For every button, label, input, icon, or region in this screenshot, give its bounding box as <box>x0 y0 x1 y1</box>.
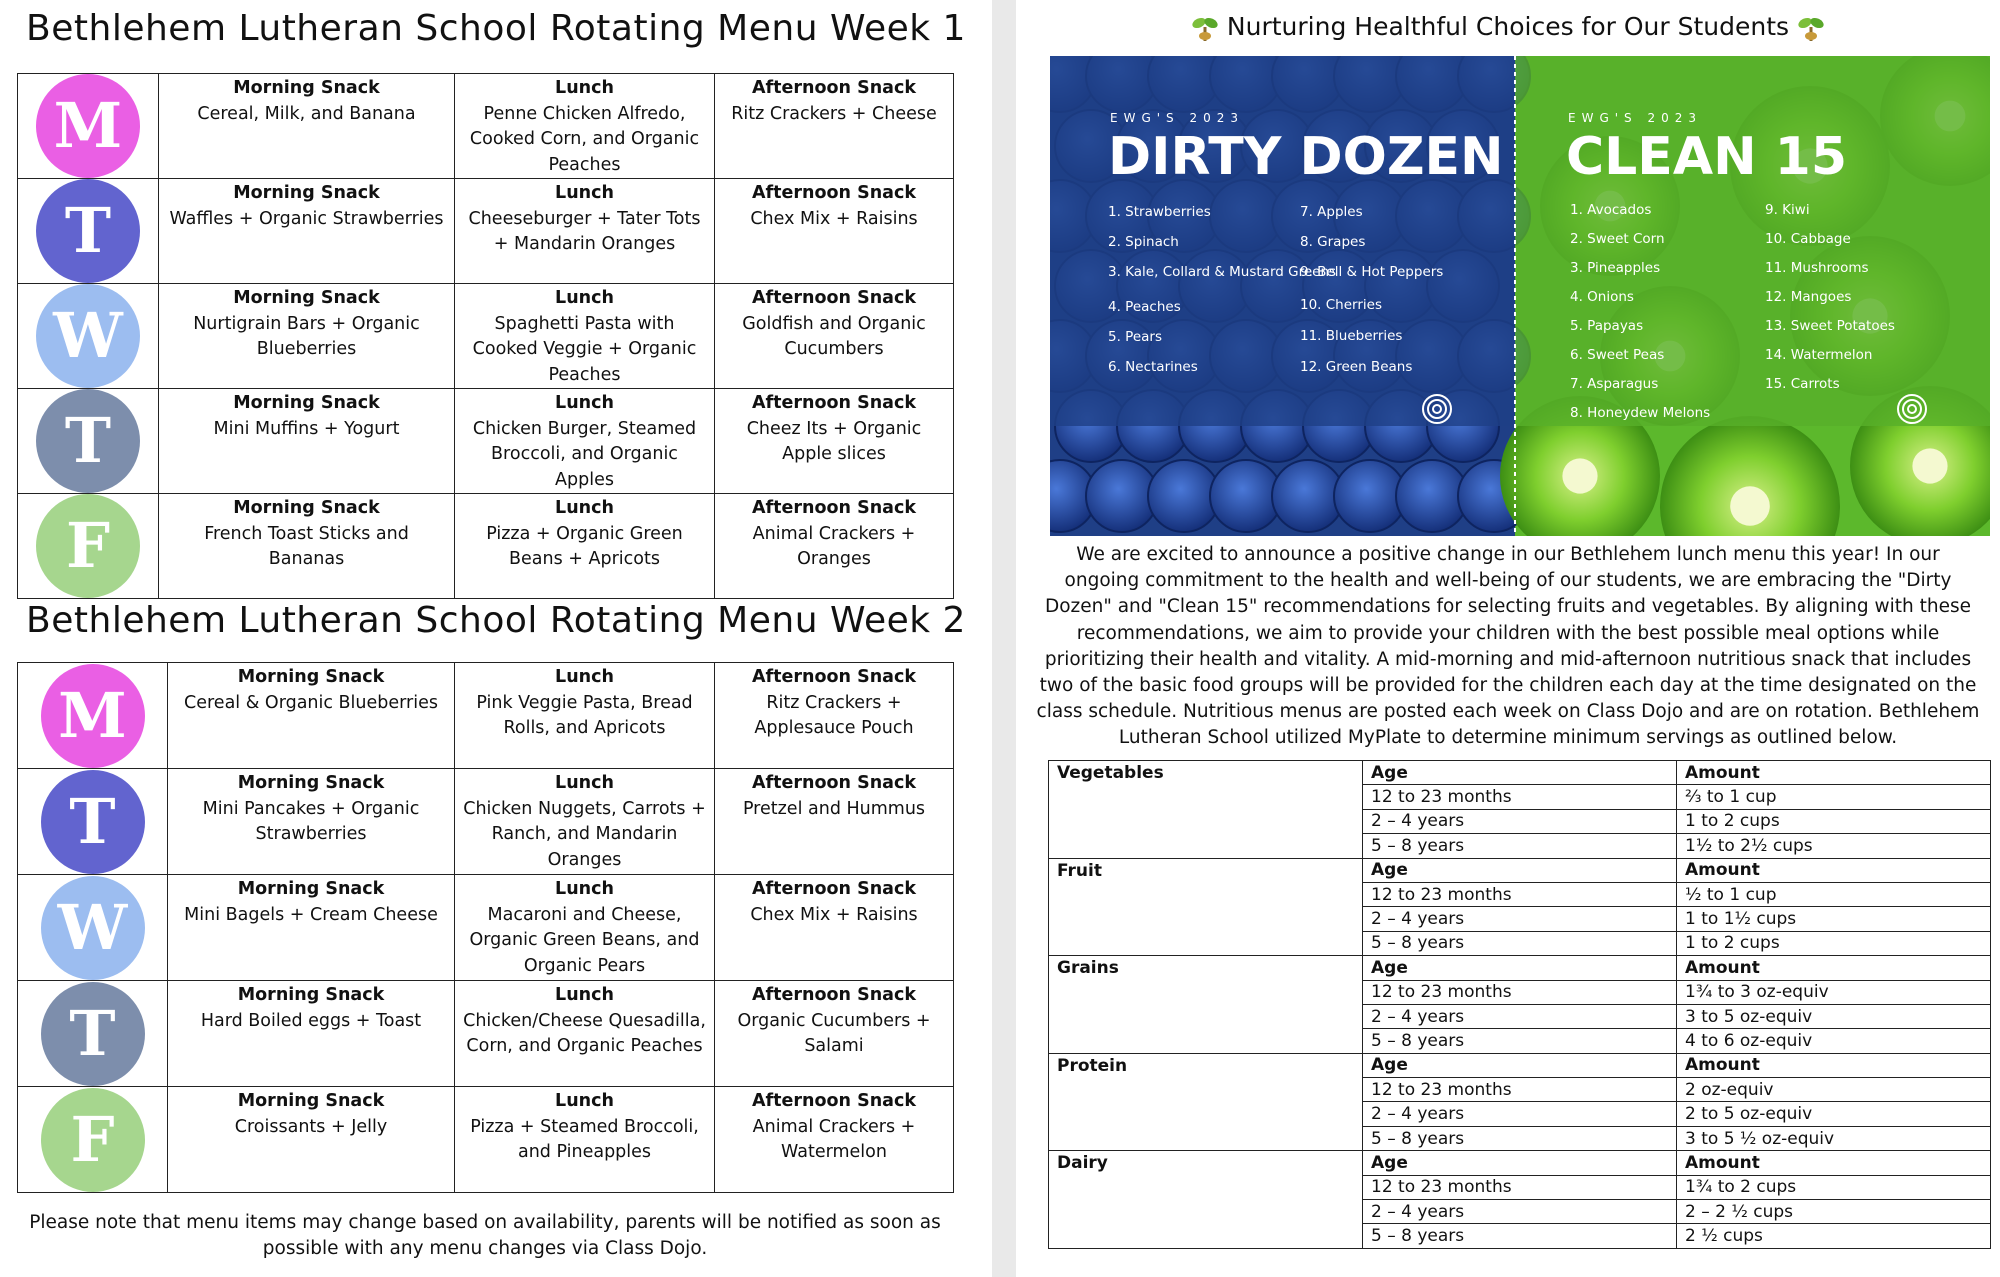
menu-row <box>18 1087 954 1193</box>
day-letter-circle: W <box>36 284 140 388</box>
lunch-cell <box>455 494 715 599</box>
clean-item: 11. Mushrooms <box>1765 260 1869 276</box>
morning-item: Waffles + Organic Strawberries <box>169 208 444 229</box>
serving-row <box>1049 809 1991 833</box>
morning-heading: Morning Snack <box>237 879 385 899</box>
week2-menu-table <box>17 662 954 1193</box>
food-group-name: Vegetables <box>1049 761 1363 785</box>
dirty-item: 9. Bell & Hot Peppers <box>1300 264 1444 280</box>
clean-item: 5. Papayas <box>1570 318 1644 334</box>
afternoon-item: Cheez Its + Organic Apple slices <box>746 418 922 464</box>
week2-title: Bethlehem Lutheran School Rotating Menu Week 2 <box>26 600 966 641</box>
kiwi-core-shape <box>1912 448 1947 483</box>
serving-row <box>1049 834 1991 858</box>
morning-cell <box>168 769 455 875</box>
morning-heading: Morning Snack <box>237 667 385 687</box>
amount-value: 1 to 2 cups <box>1677 809 1991 833</box>
menu-row <box>18 981 954 1087</box>
lunch-item: Cheeseburger + Tater Tots + Mandarin Oranges <box>468 208 701 254</box>
menu-row <box>18 875 954 981</box>
morning-cell <box>159 74 455 179</box>
afternoon-heading: Afternoon Snack <box>752 667 916 687</box>
food-group-header-row <box>1049 761 1991 785</box>
food-group-name: Grains <box>1049 956 1363 980</box>
age-header: Age <box>1363 1053 1677 1077</box>
morning-heading: Morning Snack <box>233 498 380 518</box>
clean-item: 7. Asparagus <box>1570 376 1659 392</box>
day-letter-circle: T <box>41 770 145 874</box>
lunch-cell <box>455 179 715 284</box>
morning-heading: Morning Snack <box>237 985 385 1005</box>
serving-row <box>1049 1102 1991 1126</box>
day-letter-circle: M <box>36 74 140 178</box>
lunch-cell <box>455 769 715 875</box>
menu-row <box>18 179 954 284</box>
blank-cell <box>1049 1175 1363 1199</box>
age-value: 2 – 4 years <box>1363 1200 1677 1224</box>
menu-change-note: Please note that menu items may change based on availability, parents will be notified as soon as possible with any menu changes via Class Dojo. <box>29 1212 941 1259</box>
lunch-cell <box>455 1087 715 1193</box>
age-value: 5 – 8 years <box>1363 1224 1677 1248</box>
lunch-item: Chicken/Cheese Quesadilla, Corn, and Organic Peaches <box>463 1010 706 1056</box>
age-value: 12 to 23 months <box>1363 980 1677 1004</box>
serving-row <box>1049 1200 1991 1224</box>
nutrition-page <box>1016 0 2000 1277</box>
serving-row <box>1049 1029 1991 1053</box>
lunch-item: Spaghetti Pasta with Cooked Veggie + Organic Peaches <box>472 313 697 385</box>
afternoon-cell <box>715 981 954 1087</box>
age-value: 12 to 23 months <box>1363 1078 1677 1102</box>
week1-title: Bethlehem Lutheran School Rotating Menu Week 1 <box>26 8 966 49</box>
morning-cell <box>168 981 455 1087</box>
dirty-item: 10. Cherries <box>1300 297 1383 313</box>
afternoon-heading: Afternoon Snack <box>752 78 916 98</box>
blank-cell <box>1049 809 1363 833</box>
morning-item: Croissants + Jelly <box>234 1116 388 1137</box>
menu-row <box>18 74 954 179</box>
nutrition-title <box>1016 12 2000 42</box>
dirty-item: 11. Blueberries <box>1300 328 1403 344</box>
lunch-item: Chicken Burger, Steamed Broccoli, and Organic Apples <box>472 418 697 490</box>
food-group-name: Dairy <box>1049 1151 1363 1175</box>
morning-heading: Morning Snack <box>233 288 380 308</box>
food-group-name: Protein <box>1049 1053 1363 1077</box>
lunch-heading: Lunch <box>555 183 614 203</box>
clean-heading: CLEAN 15 <box>1566 127 1848 187</box>
nutrition-title-text: Nurturing Healthful Choices for Our Students <box>1226 12 1790 41</box>
morning-heading: Morning Snack <box>233 183 380 203</box>
amount-value: 1½ to 2½ cups <box>1677 834 1991 858</box>
clean-item: 8. Honeydew Melons <box>1570 405 1711 421</box>
lunch-heading: Lunch <box>555 667 614 687</box>
afternoon-cell <box>715 1087 954 1193</box>
lunch-heading: Lunch <box>555 288 614 308</box>
lunch-item: Macaroni and Cheese, Organic Green Beans, and Organic Pears <box>469 904 700 976</box>
age-value: 5 – 8 years <box>1363 931 1677 955</box>
dirty-item: 1. Strawberries <box>1108 204 1211 220</box>
afternoon-cell <box>715 663 954 769</box>
serving-row <box>1049 1004 1991 1028</box>
dirty-item: 5. Pears <box>1108 329 1162 345</box>
intro-paragraph: We are excited to announce a positive change in our Bethlehem lunch menu this year! In our ongoing commitment to the health and well-being of our students, we are embracing the "Dirty Dozen" and "Clean 15" recommendations for selecting fruits and vegetables. By aligning with these recommendations, we aim to provide your children with the best possible meal options while prioritizing their health and vitality. A mid-morning and mid-afternoon nutritious snack that includes two of the basic food groups will be provided for the children each day at the time designated on the class schedule. Nutritious menus are posted each week on Class Dojo and are on rotation. Bethlehem Lutheran School utilized MyPlate to determine minimum servings as outlined below. <box>1036 544 1980 749</box>
amount-value: 3 to 5 oz-equiv <box>1677 1004 1991 1028</box>
morning-cell <box>168 1087 455 1193</box>
blank-cell <box>1049 1102 1363 1126</box>
afternoon-cell <box>715 389 954 494</box>
serving-row <box>1049 1078 1991 1102</box>
afternoon-heading: Afternoon Snack <box>752 183 916 203</box>
age-value: 12 to 23 months <box>1363 785 1677 809</box>
lunch-cell <box>455 875 715 981</box>
food-group-header-row <box>1049 858 1991 882</box>
lunch-cell <box>455 981 715 1087</box>
morning-cell <box>159 284 455 389</box>
dirty-kicker: EWG'S 2023 <box>1110 111 1245 125</box>
blank-cell <box>1049 1126 1363 1150</box>
amount-value: 3 to 5 ½ oz-equiv <box>1677 1126 1991 1150</box>
food-group-header-row <box>1049 1053 1991 1077</box>
afternoon-heading: Afternoon Snack <box>752 288 916 308</box>
afternoon-item: Ritz Crackers + Cheese <box>731 103 937 124</box>
age-header: Age <box>1363 761 1677 785</box>
day-cell <box>18 875 168 981</box>
amount-value: 2 ½ cups <box>1677 1224 1991 1248</box>
morning-item: Mini Muffins + Yogurt <box>213 418 400 439</box>
kiwi-core-shape <box>1730 486 1770 526</box>
menu-row <box>18 389 954 494</box>
day-cell <box>18 179 159 284</box>
day-cell <box>18 284 159 389</box>
afternoon-heading: Afternoon Snack <box>752 985 916 1005</box>
morning-heading: Morning Snack <box>237 1091 385 1111</box>
morning-item: Mini Bagels + Cream Cheese <box>184 904 438 925</box>
serving-row <box>1049 785 1991 809</box>
blank-cell <box>1049 931 1363 955</box>
afternoon-item: Animal Crackers + Oranges <box>752 523 916 569</box>
afternoon-heading: Afternoon Snack <box>752 1091 916 1111</box>
day-cell <box>18 769 168 875</box>
day-letter-circle: T <box>36 179 140 283</box>
lunch-heading: Lunch <box>555 393 614 413</box>
myplate-servings-table <box>1048 760 1991 1249</box>
afternoon-cell <box>715 74 954 179</box>
afternoon-item: Organic Cucumbers + Salami <box>737 1010 931 1056</box>
week1-menu-table <box>17 73 954 599</box>
age-value: 5 – 8 years <box>1363 834 1677 858</box>
morning-cell <box>159 179 455 284</box>
amount-header: Amount <box>1677 1053 1991 1077</box>
day-cell <box>18 389 159 494</box>
lunch-item: Pizza + Organic Green Beans + Apricots <box>486 523 683 569</box>
amount-value: 2 oz-equiv <box>1677 1078 1991 1102</box>
lunch-heading: Lunch <box>555 773 614 793</box>
morning-item: Cereal, Milk, and Banana <box>197 103 416 124</box>
afternoon-item: Chex Mix + Raisins <box>750 208 918 229</box>
menu-row <box>18 494 954 599</box>
amount-header: Amount <box>1677 956 1991 980</box>
morning-cell <box>168 875 455 981</box>
morning-item: Cereal & Organic Blueberries <box>184 692 438 713</box>
clean-item: 9. Kiwi <box>1765 202 1810 218</box>
dirty-item: 8. Grapes <box>1300 234 1366 250</box>
age-value: 12 to 23 months <box>1363 1175 1677 1199</box>
morning-item: Nurtigrain Bars + Organic Blueberries <box>193 313 420 359</box>
serving-row <box>1049 1126 1991 1150</box>
age-value: 2 – 4 years <box>1363 1102 1677 1126</box>
clean-item: 4. Onions <box>1570 289 1634 305</box>
menu-page <box>0 0 992 1277</box>
lunch-cell <box>455 74 715 179</box>
dirty-item: 4. Peaches <box>1108 299 1181 315</box>
age-header: Age <box>1363 858 1677 882</box>
amount-value: 4 to 6 oz-equiv <box>1677 1029 1991 1053</box>
morning-heading: Morning Snack <box>237 773 385 793</box>
sprout-icon <box>1797 14 1825 42</box>
day-letter-circle: F <box>41 1088 145 1192</box>
lunch-heading: Lunch <box>555 879 614 899</box>
blank-cell <box>1049 1029 1363 1053</box>
morning-heading: Morning Snack <box>233 393 380 413</box>
afternoon-heading: Afternoon Snack <box>752 773 916 793</box>
age-header: Age <box>1363 956 1677 980</box>
clean-item: 13. Sweet Potatoes <box>1765 318 1895 334</box>
blank-cell <box>1049 907 1363 931</box>
menu-row <box>18 284 954 389</box>
kiwi-core-shape <box>1562 458 1597 493</box>
afternoon-cell <box>715 875 954 981</box>
afternoon-item: Goldfish and Organic Cucumbers <box>742 313 926 359</box>
morning-cell <box>159 494 455 599</box>
morning-cell <box>159 389 455 494</box>
lunch-cell <box>455 389 715 494</box>
serving-row <box>1049 1224 1991 1248</box>
day-cell <box>18 663 168 769</box>
serving-row <box>1049 1175 1991 1199</box>
lunch-item: Pizza + Steamed Broccoli, and Pineapples <box>470 1116 699 1162</box>
clean-item: 15. Carrots <box>1765 376 1840 392</box>
lunch-cell <box>455 663 715 769</box>
serving-row <box>1049 907 1991 931</box>
clean-item: 3. Pineapples <box>1570 260 1661 276</box>
day-letter-circle: W <box>41 876 145 980</box>
morning-cell <box>168 663 455 769</box>
age-value: 5 – 8 years <box>1363 1029 1677 1053</box>
morning-item: Hard Boiled eggs + Toast <box>200 1010 422 1031</box>
serving-row <box>1049 931 1991 955</box>
lunch-item: Chicken Nuggets, Carrots + Ranch, and Mandarin Oranges <box>463 798 706 870</box>
serving-row <box>1049 882 1991 906</box>
amount-header: Amount <box>1677 761 1991 785</box>
morning-item: French Toast Sticks and Bananas <box>204 523 409 569</box>
amount-header: Amount <box>1677 858 1991 882</box>
food-group-header-row <box>1049 1151 1991 1175</box>
afternoon-item: Ritz Crackers + Applesauce Pouch <box>754 692 914 738</box>
dirty-item: 12. Green Beans <box>1300 359 1413 375</box>
amount-value: ½ to 1 cup <box>1677 882 1991 906</box>
afternoon-cell <box>715 179 954 284</box>
clean-item: 10. Cabbage <box>1765 231 1851 247</box>
dirty-item: 2. Spinach <box>1108 234 1179 250</box>
clean-item: 12. Mangoes <box>1765 289 1852 305</box>
amount-value: 2 to 5 oz-equiv <box>1677 1102 1991 1126</box>
age-header: Age <box>1363 1151 1677 1175</box>
food-group-header-row <box>1049 956 1991 980</box>
amount-value: 1 to 2 cups <box>1677 931 1991 955</box>
afternoon-cell <box>715 494 954 599</box>
lunch-heading: Lunch <box>555 498 614 518</box>
clean-item: 6. Sweet Peas <box>1570 347 1665 363</box>
blank-cell <box>1049 1004 1363 1028</box>
amount-value: ⅔ to 1 cup <box>1677 785 1991 809</box>
age-value: 2 – 4 years <box>1363 907 1677 931</box>
lunch-item: Pink Veggie Pasta, Bread Rolls, and Apricots <box>476 692 693 738</box>
dirty-item: 7. Apples <box>1300 204 1363 220</box>
blank-cell <box>1049 1200 1363 1224</box>
menu-row <box>18 769 954 875</box>
clean-item: 1. Avocados <box>1570 202 1652 218</box>
clean-kicker: EWG'S 2023 <box>1568 111 1703 125</box>
blank-cell <box>1049 1224 1363 1248</box>
afternoon-heading: Afternoon Snack <box>752 393 916 413</box>
amount-value: 2 – 2 ½ cups <box>1677 1200 1991 1224</box>
food-group-name: Fruit <box>1049 858 1363 882</box>
blank-cell <box>1049 834 1363 858</box>
dirty-item: 3. Kale, Collard & Mustard Greens <box>1108 264 1337 280</box>
age-value: 2 – 4 years <box>1363 809 1677 833</box>
afternoon-item: Pretzel and Hummus <box>742 798 926 819</box>
amount-value: 1 to 1½ cups <box>1677 907 1991 931</box>
afternoon-heading: Afternoon Snack <box>752 879 916 899</box>
morning-item: Mini Pancakes + Organic Strawberries <box>202 798 420 844</box>
blank-cell <box>1049 882 1363 906</box>
dirty-heading: DIRTY DOZEN <box>1108 127 1504 187</box>
day-letter-circle: T <box>41 982 145 1086</box>
age-value: 2 – 4 years <box>1363 1004 1677 1028</box>
day-cell <box>18 1087 168 1193</box>
amount-header: Amount <box>1677 1151 1991 1175</box>
afternoon-cell <box>715 284 954 389</box>
blank-cell <box>1049 980 1363 1004</box>
amount-value: 1¾ to 3 oz-equiv <box>1677 980 1991 1004</box>
afternoon-item: Animal Crackers + Watermelon <box>752 1116 916 1162</box>
amount-value: 1¾ to 2 cups <box>1677 1175 1991 1199</box>
blank-cell <box>1049 1078 1363 1102</box>
serving-row <box>1049 980 1991 1004</box>
dirty-item: 6. Nectarines <box>1108 359 1198 375</box>
day-letter-circle: M <box>41 664 145 768</box>
lunch-item: Penne Chicken Alfredo, Cooked Corn, and Organic Peaches <box>469 103 700 175</box>
lunch-heading: Lunch <box>555 1091 614 1111</box>
blank-cell <box>1049 785 1363 809</box>
day-cell <box>18 981 168 1087</box>
day-letter-circle: F <box>36 494 140 598</box>
dirty-dozen-clean-15-banner <box>1050 56 1990 536</box>
afternoon-heading: Afternoon Snack <box>752 498 916 518</box>
sprout-icon <box>1191 14 1219 42</box>
afternoon-cell <box>715 769 954 875</box>
day-cell <box>18 74 159 179</box>
lunch-heading: Lunch <box>555 78 614 98</box>
day-cell <box>18 494 159 599</box>
day-letter-circle: T <box>36 389 140 493</box>
lunch-cell <box>455 284 715 389</box>
afternoon-item: Chex Mix + Raisins <box>750 904 918 925</box>
age-value: 12 to 23 months <box>1363 882 1677 906</box>
menu-row <box>18 663 954 769</box>
morning-heading: Morning Snack <box>233 78 380 98</box>
age-value: 5 – 8 years <box>1363 1126 1677 1150</box>
clean-item: 2. Sweet Corn <box>1570 231 1665 247</box>
clean-item: 14. Watermelon <box>1765 347 1873 363</box>
lunch-heading: Lunch <box>555 985 614 1005</box>
